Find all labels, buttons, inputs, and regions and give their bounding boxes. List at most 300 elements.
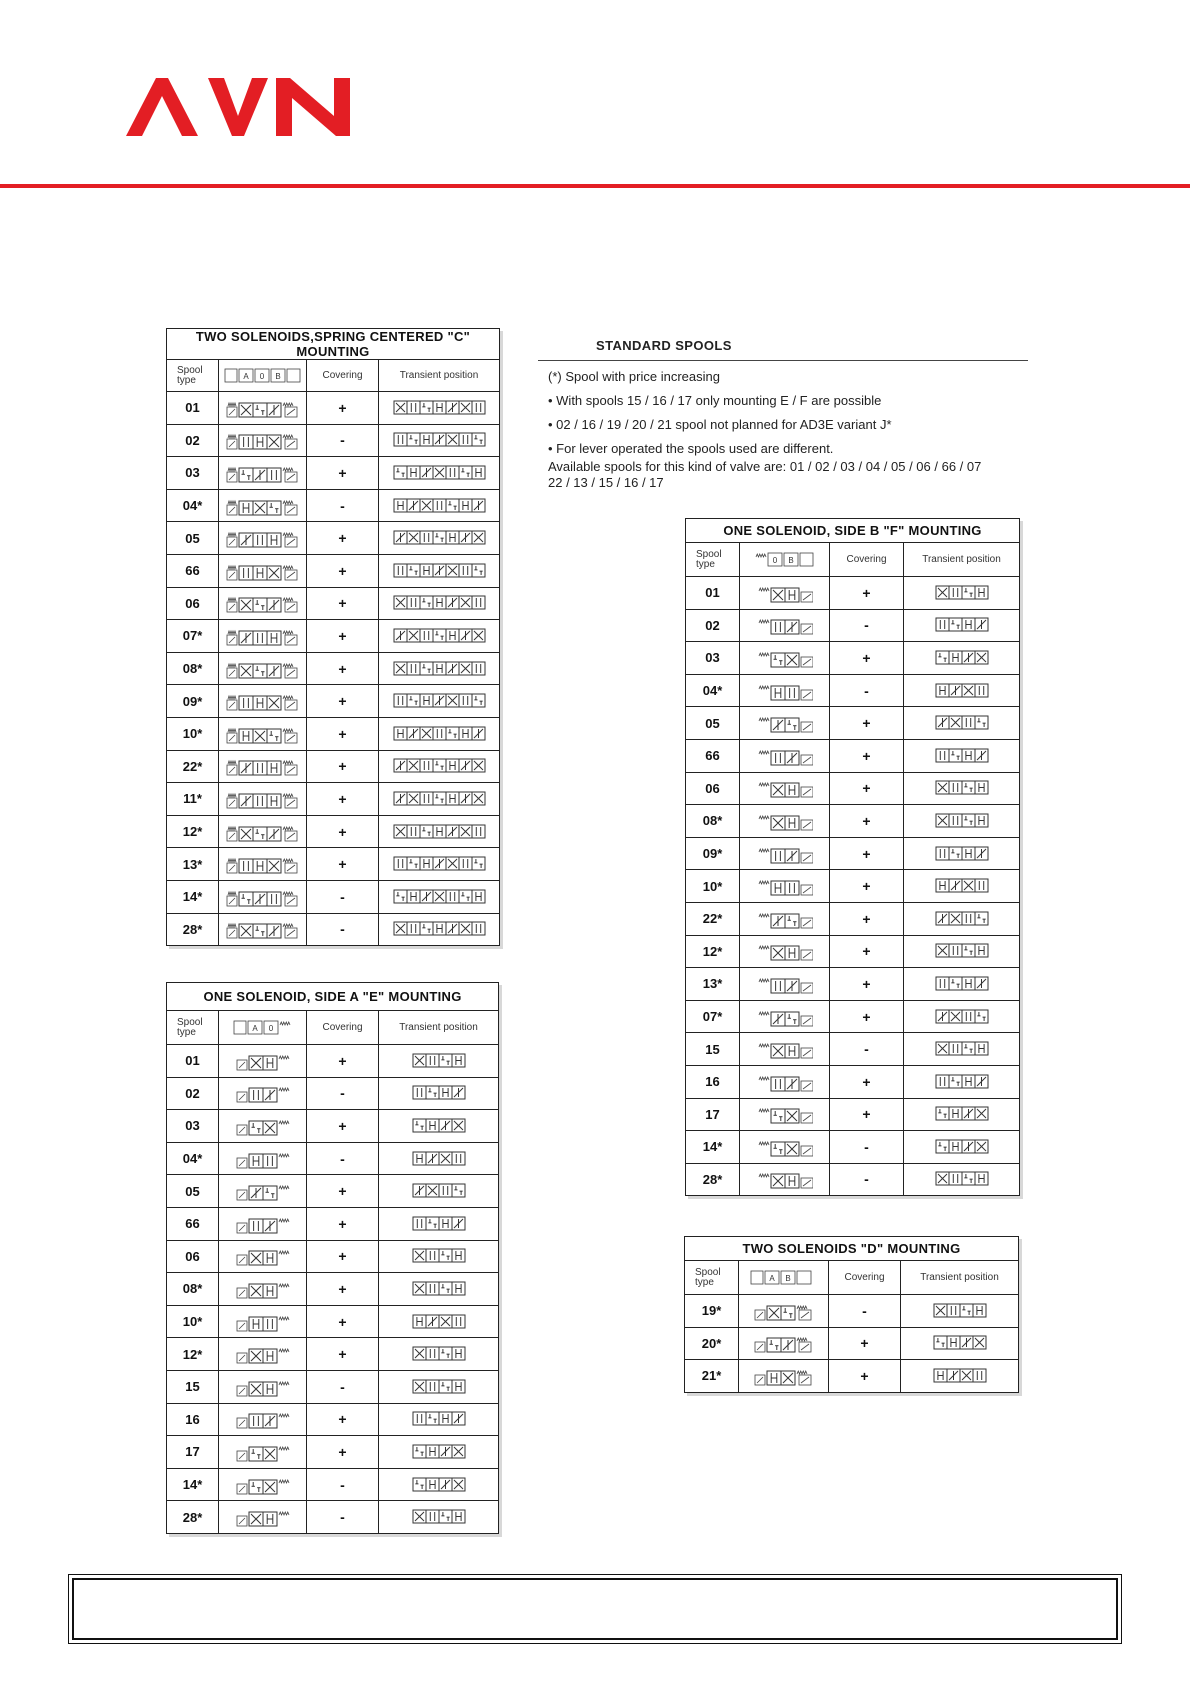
transient-position-cell: [379, 848, 500, 881]
table-row: [686, 1000, 1020, 1033]
spool-code: 01: [686, 577, 740, 610]
transient-position-icon: [935, 713, 989, 733]
valve-symbol-cell: [740, 772, 830, 805]
table-row: [167, 1077, 499, 1110]
spool-code: 10*: [167, 717, 219, 750]
covering-value: +: [830, 772, 904, 805]
transient-position-icon: [393, 561, 486, 581]
covering-value: +: [307, 1403, 379, 1436]
table-row: [167, 489, 500, 522]
transient-position-cell: [379, 1175, 499, 1208]
transient-position-cell: [904, 1065, 1020, 1098]
covering-value: +: [307, 1207, 379, 1240]
covering-value: +: [830, 805, 904, 838]
covering-value: +: [829, 1360, 901, 1393]
transient-position-icon: [412, 1051, 466, 1071]
spool-symbol-icon: [757, 875, 813, 897]
table-row: [167, 1207, 499, 1240]
spool-symbol-icon: [757, 843, 813, 865]
note-lever: • For lever operated the spools used are different.: [548, 441, 834, 456]
valve-symbol-cell: [219, 913, 307, 946]
spool-code: 12*: [686, 935, 740, 968]
transient-position-cell: [379, 717, 500, 750]
transient-position-icon: [935, 844, 989, 864]
table-row: [686, 1065, 1020, 1098]
spool-symbol-icon: [225, 723, 301, 745]
table-row: [686, 1098, 1020, 1131]
spool-type-header: Spool type: [167, 360, 219, 392]
table-row: [167, 750, 500, 783]
spool-code: 28*: [167, 913, 219, 946]
transient-header: Transient position: [379, 360, 500, 392]
valve-symbol-cell: [740, 1033, 830, 1066]
table-row: [686, 902, 1020, 935]
spool-code: 16: [686, 1065, 740, 1098]
table-row: [167, 652, 500, 685]
spool-symbol-icon: [225, 462, 301, 484]
spool-symbol-icon: [225, 853, 301, 875]
transient-position-cell: [904, 1098, 1020, 1131]
spool-code: 03: [686, 642, 740, 675]
spool-symbol-icon: [225, 918, 301, 940]
spool-code: 17: [167, 1436, 219, 1469]
valve-symbol-cell: [219, 1142, 307, 1175]
covering-header: Covering: [829, 1261, 901, 1295]
valve-symbol-cell: [219, 1436, 307, 1469]
table-row: [167, 848, 500, 881]
transient-position-cell: [379, 392, 500, 425]
transient-position-icon: [935, 746, 989, 766]
valve-symbol-icon: [232, 1018, 294, 1038]
spool-symbol-icon: [757, 777, 813, 799]
transient-position-icon: [412, 1377, 466, 1397]
transient-position-icon: [393, 854, 486, 874]
spool-symbol-icon: [225, 592, 301, 614]
transient-position-cell: [379, 522, 500, 555]
valve-symbol-cell: [219, 1077, 307, 1110]
table-row: [686, 805, 1020, 838]
transient-position-icon: [935, 648, 989, 668]
transient-position-icon: [933, 1333, 987, 1353]
available-spools-1: Available spools for this kind of valve are: 01 / 02 / 03 / 04 / 05 / 06 / 66 / 07: [548, 459, 982, 474]
valve-symbol-cell: [740, 805, 830, 838]
transient-position-cell: [901, 1360, 1019, 1393]
spool-code: 06: [686, 772, 740, 805]
spool-symbol-icon: [225, 560, 301, 582]
spool-symbol-icon: [757, 973, 813, 995]
covering-value: +: [307, 1338, 379, 1371]
transient-position-cell: [379, 1077, 499, 1110]
transient-position-cell: [379, 815, 500, 848]
table-row: [167, 1305, 499, 1338]
spool-symbol-icon: [225, 495, 301, 517]
transient-position-cell: [379, 913, 500, 946]
transient-position-cell: [379, 1110, 499, 1143]
valve-symbol-icon: [223, 366, 303, 386]
spool-symbol-icon: [235, 1311, 291, 1333]
valve-symbol-cell: [219, 489, 307, 522]
transient-position-icon: [935, 909, 989, 929]
svg-text:A: A: [242, 371, 249, 381]
covering-value: -: [830, 674, 904, 707]
spool-code: 14*: [167, 880, 219, 913]
spool-symbol-icon: [757, 1168, 813, 1190]
table-row: [686, 674, 1020, 707]
valve-symbol-cell: [739, 1360, 829, 1393]
transient-position-cell: [379, 424, 500, 457]
spool-code: 07*: [167, 620, 219, 653]
valve-symbol-cell: [740, 1098, 830, 1131]
table-row: [167, 717, 500, 750]
covering-value: +: [307, 1175, 379, 1208]
table-row: [167, 1436, 499, 1469]
table-row: [686, 870, 1020, 903]
spool-code: 22*: [686, 902, 740, 935]
transient-position-cell: [904, 968, 1020, 1001]
transient-position-icon: [412, 1507, 466, 1527]
transient-position-icon: [412, 1246, 466, 1266]
valve-symbol-cell: [219, 1207, 307, 1240]
table-row: [167, 424, 500, 457]
transient-position-icon: [393, 789, 486, 809]
transient-position-icon: [933, 1366, 987, 1386]
spool-code: 12*: [167, 815, 219, 848]
table-row: [686, 609, 1020, 642]
spool-code: 02: [167, 1077, 219, 1110]
spool-code: 02: [686, 609, 740, 642]
spool-symbol-icon: [225, 755, 301, 777]
spool-symbol-icon: [225, 788, 301, 810]
table-c-mounting: [166, 328, 500, 946]
spool-code: 20*: [685, 1327, 739, 1360]
transient-position-icon: [393, 398, 486, 418]
table-row: [167, 1110, 499, 1143]
spool-code: 19*: [685, 1295, 739, 1328]
table-row: [167, 880, 500, 913]
covering-value: +: [307, 457, 379, 490]
note-not-planned: • 02 / 16 / 19 / 20 / 21 spool not planned for AD3E variant J*: [548, 417, 892, 432]
valve-symbol-cell: [740, 1000, 830, 1033]
covering-value: +: [307, 620, 379, 653]
covering-value: -: [830, 609, 904, 642]
transient-position-icon: [393, 463, 486, 483]
covering-value: +: [830, 1065, 904, 1098]
table-row: [686, 707, 1020, 740]
spool-code: 10*: [686, 870, 740, 903]
transient-position-cell: [379, 554, 500, 587]
transient-position-cell: [904, 902, 1020, 935]
transient-position-cell: [904, 1000, 1020, 1033]
transient-position-icon: [935, 615, 989, 635]
transient-position-icon: [393, 724, 486, 744]
spool-symbol-icon: [225, 690, 301, 712]
covering-value: -: [307, 880, 379, 913]
table-row: [686, 968, 1020, 1001]
table-row: [686, 642, 1020, 675]
covering-value: -: [307, 913, 379, 946]
transient-position-cell: [904, 935, 1020, 968]
valve-symbol-cell: [740, 902, 830, 935]
transient-position-icon: [412, 1116, 466, 1136]
valve-symbol-cell: [219, 717, 307, 750]
transient-position-cell: [379, 685, 500, 718]
covering-value: -: [830, 1131, 904, 1164]
valve-symbol-header: [739, 1261, 829, 1295]
spool-symbol-icon: [235, 1343, 291, 1365]
transient-position-cell: [904, 609, 1020, 642]
transient-position-cell: [904, 1163, 1020, 1196]
table-row: [167, 554, 500, 587]
footer-frame: [72, 1578, 1118, 1640]
valve-symbol-cell: [219, 424, 307, 457]
table-row: [167, 815, 500, 848]
valve-symbol-cell: [739, 1295, 829, 1328]
transient-position-cell: [379, 1142, 499, 1175]
covering-value: +: [830, 935, 904, 968]
valve-symbol-cell: [219, 554, 307, 587]
svg-text:0: 0: [268, 1023, 273, 1033]
transient-position-cell: [379, 587, 500, 620]
table-row: [167, 620, 500, 653]
transient-position-cell: [904, 805, 1020, 838]
spool-code: 16: [167, 1403, 219, 1436]
spool-symbol-icon: [235, 1278, 291, 1300]
transient-position-icon: [412, 1475, 466, 1495]
spool-code: 04*: [167, 489, 219, 522]
spool-code: 11*: [167, 783, 219, 816]
transient-position-icon: [935, 583, 989, 603]
covering-value: +: [307, 1045, 379, 1078]
transient-position-cell: [904, 772, 1020, 805]
table-row: [167, 1273, 499, 1306]
valve-symbol-cell: [219, 783, 307, 816]
table-row: [167, 1338, 499, 1371]
spool-code: 06: [167, 1240, 219, 1273]
spool-symbol-icon: [235, 1180, 291, 1202]
spool-code: 08*: [686, 805, 740, 838]
covering-value: +: [307, 783, 379, 816]
spool-symbol-icon: [757, 1006, 813, 1028]
transient-position-icon: [935, 811, 989, 831]
valve-symbol-cell: [740, 642, 830, 675]
transient-position-icon: [935, 974, 989, 994]
valve-symbol-cell: [740, 1065, 830, 1098]
transient-position-cell: [379, 1403, 499, 1436]
spool-symbol-icon: [753, 1365, 815, 1387]
transient-position-icon: [412, 1214, 466, 1234]
transient-position-cell: [379, 1501, 499, 1534]
spool-code: 10*: [167, 1305, 219, 1338]
divider: [538, 360, 1028, 361]
valve-symbol-cell: [740, 674, 830, 707]
spool-code: 13*: [167, 848, 219, 881]
spool-code: 15: [167, 1370, 219, 1403]
spool-code: 17: [686, 1098, 740, 1131]
available-spools-2: 22 / 13 / 15 / 16 / 17: [548, 475, 664, 490]
transient-position-icon: [412, 1279, 466, 1299]
covering-value: -: [307, 1077, 379, 1110]
transient-position-cell: [901, 1295, 1019, 1328]
table-row: [686, 1163, 1020, 1196]
covering-value: -: [830, 1163, 904, 1196]
valve-symbol-cell: [219, 1370, 307, 1403]
valve-symbol-cell: [219, 587, 307, 620]
spool-symbol-icon: [235, 1376, 291, 1398]
transient-position-icon: [393, 822, 486, 842]
table-row: [685, 1327, 1019, 1360]
spool-symbol-icon: [757, 647, 813, 669]
spool-code: 02: [167, 424, 219, 457]
transient-position-cell: [379, 783, 500, 816]
table-row: [167, 587, 500, 620]
covering-value: +: [830, 837, 904, 870]
transient-position-icon: [412, 1344, 466, 1364]
valve-symbol-cell: [740, 707, 830, 740]
table-row: [167, 685, 500, 718]
spool-code: 01: [167, 1045, 219, 1078]
spool-symbol-icon: [757, 1038, 813, 1060]
table-row: [167, 1468, 499, 1501]
spool-symbol-icon: [757, 1071, 813, 1093]
spool-symbol-icon: [753, 1332, 815, 1354]
transient-position-icon: [935, 1169, 989, 1189]
transient-position-icon: [412, 1083, 466, 1103]
transient-position-cell: [904, 1033, 1020, 1066]
valve-symbol-cell: [219, 1273, 307, 1306]
valve-symbol-cell: [740, 935, 830, 968]
transient-position-icon: [393, 528, 486, 548]
transient-position-icon: [393, 919, 486, 939]
covering-value: +: [830, 968, 904, 1001]
standard-spools-title: STANDARD SPOOLS: [596, 338, 732, 353]
valve-symbol-cell: [219, 848, 307, 881]
table-row: [167, 1403, 499, 1436]
transient-position-cell: [379, 1273, 499, 1306]
valve-symbol-cell: [219, 1468, 307, 1501]
table-row: [686, 935, 1020, 968]
table-row: [167, 1501, 499, 1534]
spool-symbol-icon: [225, 658, 301, 680]
transient-position-icon: [935, 876, 989, 896]
covering-value: +: [830, 1000, 904, 1033]
transient-position-icon: [393, 593, 486, 613]
valve-symbol-cell: [219, 1403, 307, 1436]
standard-spools-notes: [538, 338, 1028, 491]
valve-symbol-icon: [749, 1268, 819, 1288]
valve-symbol-cell: [219, 522, 307, 555]
covering-value: -: [830, 1033, 904, 1066]
spool-symbol-icon: [235, 1408, 291, 1430]
table-row: [167, 1142, 499, 1175]
transient-position-cell: [379, 1370, 499, 1403]
spool-code: 28*: [167, 1501, 219, 1534]
transient-position-icon: [935, 941, 989, 961]
covering-value: -: [307, 1142, 379, 1175]
covering-value: +: [307, 1240, 379, 1273]
covering-value: +: [307, 1436, 379, 1469]
spool-symbol-icon: [757, 712, 813, 734]
spool-symbol-icon: [225, 625, 301, 647]
transient-position-cell: [379, 1240, 499, 1273]
transient-position-icon: [935, 1007, 989, 1027]
covering-value: +: [830, 870, 904, 903]
transient-position-cell: [379, 620, 500, 653]
spool-symbol-icon: [235, 1441, 291, 1463]
transient-position-cell: [904, 1131, 1020, 1164]
table-row: [685, 1360, 1019, 1393]
valve-symbol-cell: [740, 739, 830, 772]
table-row: [167, 1240, 499, 1273]
spool-symbol-icon: [757, 1103, 813, 1125]
spool-symbol-icon: [225, 821, 301, 843]
spool-code: 09*: [167, 685, 219, 718]
table-row: [686, 577, 1020, 610]
table-d-mounting: [684, 1236, 1019, 1393]
svg-text:0: 0: [259, 371, 264, 381]
transient-position-cell: [904, 642, 1020, 675]
spool-symbol-icon: [757, 614, 813, 636]
transient-position-icon: [393, 430, 486, 450]
transient-position-cell: [379, 1207, 499, 1240]
table-c-title: TWO SOLENOIDS,SPRING CENTERED "C" MOUNTING: [167, 329, 500, 360]
covering-value: +: [307, 392, 379, 425]
valve-symbol-cell: [219, 880, 307, 913]
covering-value: +: [830, 707, 904, 740]
table-row: [686, 837, 1020, 870]
transient-position-cell: [379, 1305, 499, 1338]
transient-position-icon: [393, 887, 486, 907]
valve-symbol-cell: [219, 750, 307, 783]
transient-position-icon: [393, 659, 486, 679]
table-row: [686, 1131, 1020, 1164]
spool-symbol-icon: [757, 582, 813, 604]
valve-symbol-cell: [219, 815, 307, 848]
spool-code: 01: [167, 392, 219, 425]
svg-text:0: 0: [772, 555, 777, 565]
table-row: [167, 783, 500, 816]
covering-value: -: [829, 1295, 901, 1328]
transient-position-icon: [935, 1039, 989, 1059]
table-row: [686, 1033, 1020, 1066]
table-row: [167, 1045, 499, 1078]
spool-type-header: Spool type: [685, 1261, 739, 1295]
spool-symbol-icon: [235, 1474, 291, 1496]
table-row: [167, 1370, 499, 1403]
spool-symbol-icon: [757, 908, 813, 930]
covering-header: Covering: [307, 360, 379, 392]
spool-symbol-icon: [235, 1115, 291, 1137]
transient-position-cell: [379, 750, 500, 783]
svg-text:B: B: [784, 1273, 791, 1283]
table-d-title: TWO SOLENOIDS "D" MOUNTING: [685, 1237, 1019, 1261]
valve-symbol-cell: [219, 685, 307, 718]
note-price: (*) Spool with price increasing: [548, 369, 720, 384]
spool-code: 15: [686, 1033, 740, 1066]
transient-position-cell: [379, 1045, 499, 1078]
svg-text:B: B: [274, 371, 281, 381]
spool-code: 05: [167, 1175, 219, 1208]
transient-position-icon: [412, 1312, 466, 1332]
transient-position-cell: [379, 457, 500, 490]
transient-position-icon: [412, 1181, 466, 1201]
transient-position-icon: [935, 1104, 989, 1124]
valve-symbol-cell: [219, 1240, 307, 1273]
svg-text:A: A: [768, 1273, 775, 1283]
spool-symbol-icon: [225, 886, 301, 908]
valve-symbol-cell: [219, 652, 307, 685]
transient-position-cell: [904, 837, 1020, 870]
table-e-title: ONE SOLENOID, SIDE A "E" MOUNTING: [167, 983, 499, 1011]
